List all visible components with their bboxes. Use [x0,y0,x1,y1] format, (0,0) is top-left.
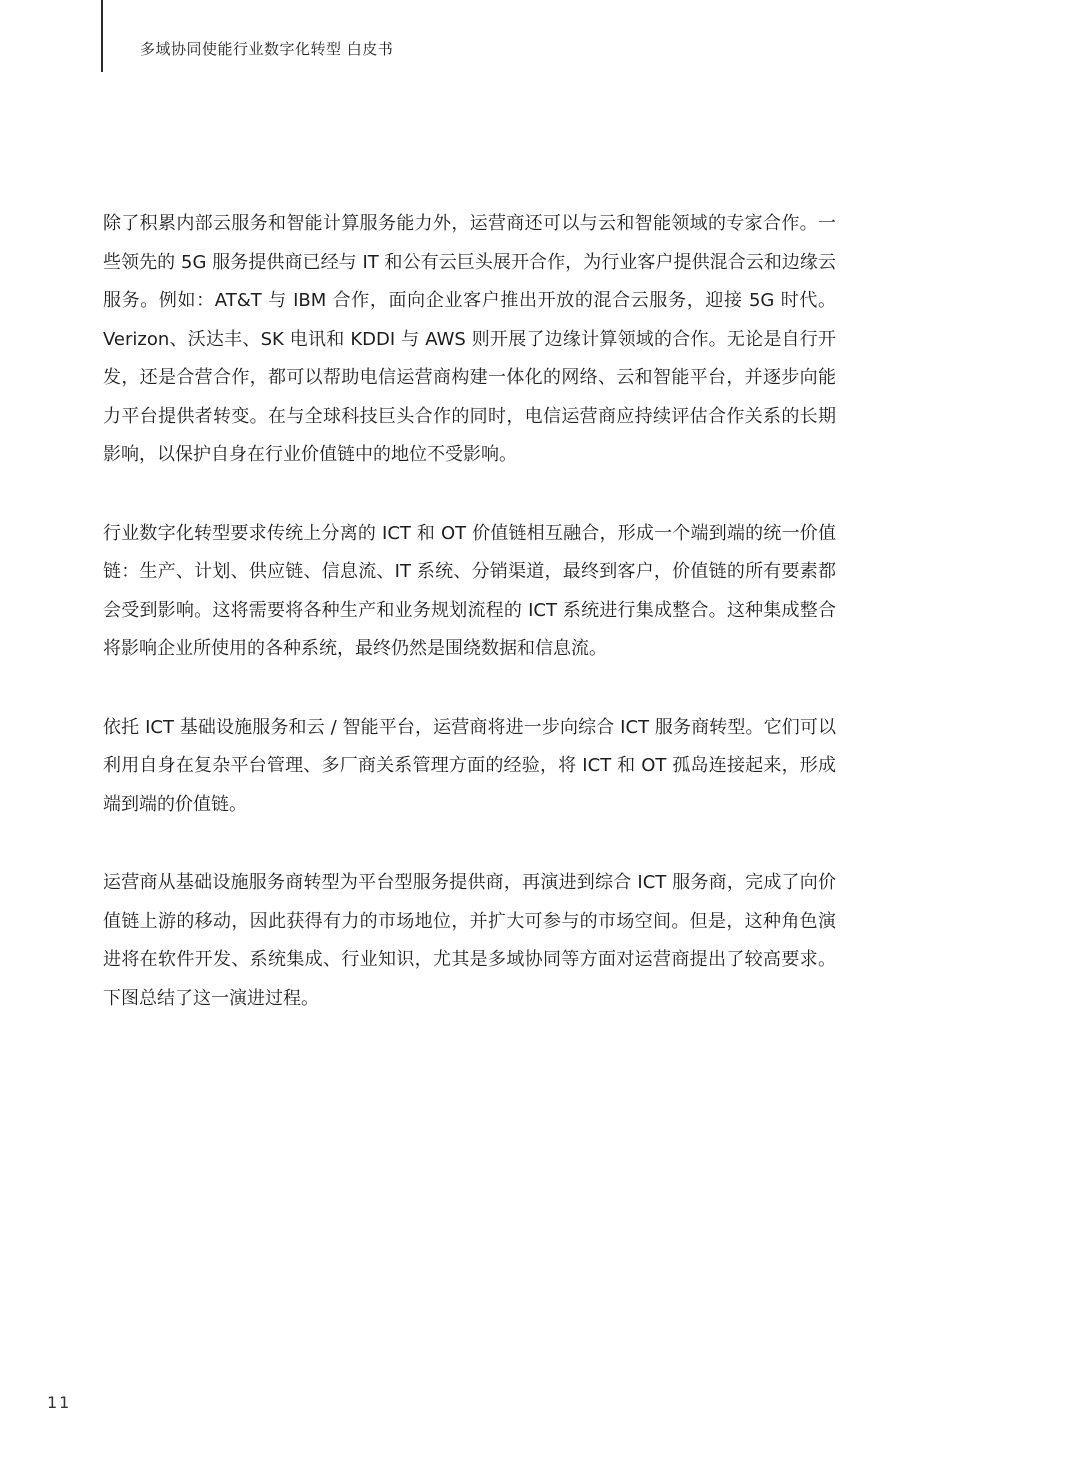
document-title: 多域协同使能行业数字化转型 白皮书 [140,40,394,58]
paragraph-1: 除了积累内部云服务和智能计算服务能力外，运营商还可以与云和智能领域的专家合作。一些领先的 5G 服务提供商已经与 IT 和公有云巨头展开合作，为行业客户提供混合云和边缘云服务。例如：AT&T 与 IBM 合作，面向企业客户推出开放的混合云服务，迎接 5G 时代。Verizon、沃达丰、SK 电讯和 KDDI 与 AWS 则开展了边缘计算领域的合作。无论是自行开发，还是合营合作，都可以帮助电信运营商构建一体化的网络、云和智能平台，并逐步向能力平台提供者转变。在与全球科技巨头合作的同时，电信运营商应持续评估合作关系的长期影响，以保护自身在行业价值链中的地位不受影响。 [103,213,836,465]
paragraph-4: 运营商从基础设施服务商转型为平台型服务提供商，再演进到综合 ICT 服务商，完成了向价值链上游的移动，因此获得有力的市场地位，并扩大可参与的市场空间。但是，这种角色演进将在软件开发、系统集成、行业知识，尤其是多域协同等方面对运营商提出了较高要求。下图总结了这一演进过程。 [103,872,836,1009]
body-text [103,205,836,1058]
paragraph-2: 行业数字化转型要求传统上分离的 ICT 和 OT 价值链相互融合，形成一个端到端的统一价值链：生产、计划、供应链、信息流、IT 系统、分销渠道，最终到客户，价值链的所有要素都会受到影响。这将需要将各种生产和业务规划流程的 ICT 系统进行集成整合。这种集成整合将影响企业所使用的各种系统，最终仍然是围绕数据和信息流。 [103,522,836,659]
paragraph-3: 依托 ICT 基础设施服务和云 / 智能平台，运营商将进一步向综合 ICT 服务商转型。它们可以利用自身在复杂平台管理、多厂商关系管理方面的经验，将 ICT 和 OT 孤岛连接起来，形成端到端的价值链。 [103,716,836,815]
header-divider [101,0,103,72]
page-number: 11 [47,1393,72,1412]
